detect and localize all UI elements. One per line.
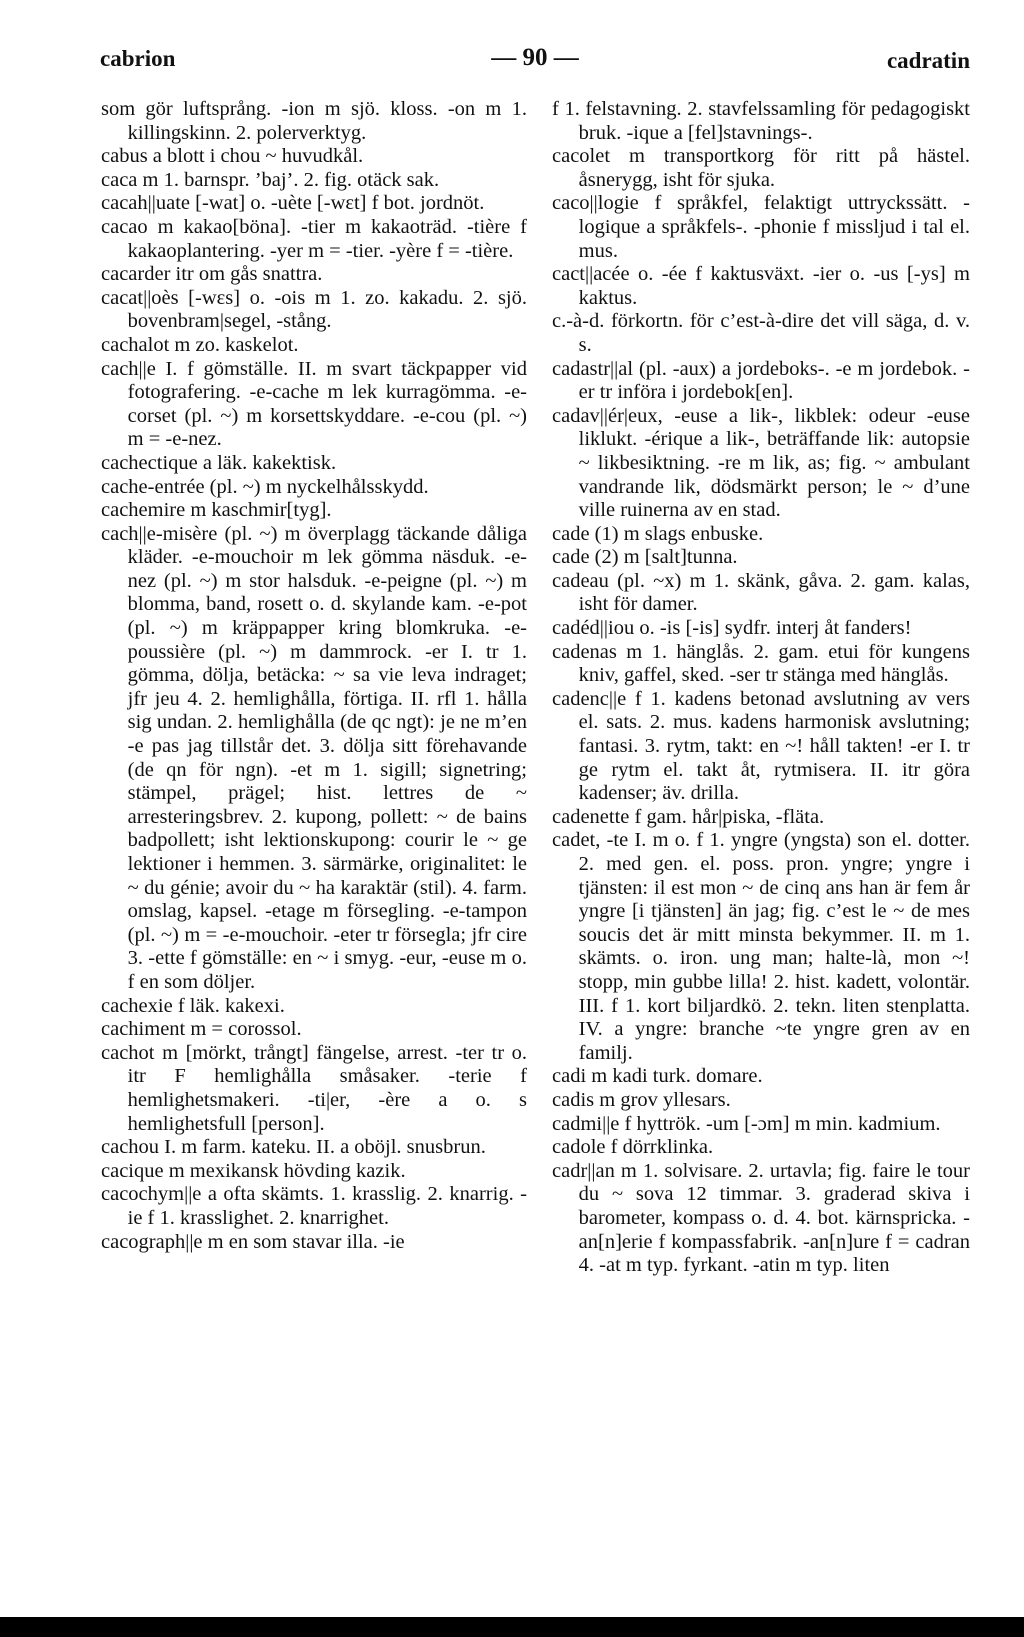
dictionary-entry: cadmi||e f hyttrök. -um [-ɔm] m min. kadmium. xyxy=(552,1112,941,1135)
dictionary-entry: cadenc||e f 1. kadens betonad avslutning av vers el. sats. 2. mus. kadens harmonisk avslutning; fantasi. 3. rytm, takt: en ~! håll takten! -er I. tr ge rytm el. takt åt, rytmisera. II. itr göra kadenser; äv. drilla. xyxy=(552,687,970,805)
dictionary-entry: som gör luftsprång. -ion m sjö. kloss. -on m 1. killingskinn. 2. polerverktyg. xyxy=(101,98,527,144)
right-running-head: cadratin xyxy=(886,48,970,73)
right-column xyxy=(552,98,970,1278)
dictionary-entry: cadet, -te I. m o. f 1. yngre (yngsta) son el. dotter. 2. med gen. el. poss. pron. yngre; yngre i tjänsten: il est mon ~ de cinq ans han är fem år yngre [i tjänsten] än jag; fig. c’est le ~ de mes soucis det är mitt minsta bekymmer. II. m 1. skämts. o. iron. ung man; halte-là, mon ~! stopp, min gubbe lilla! 2. hist. kadett, volontär. III. f 1. kort biljardkö. 2. tekn. liten stenplatta. IV. a yngre: branche ~te yngre gren av en familj. xyxy=(552,829,970,1064)
dictionary-entry: cache-entrée (pl. ~) m nyckelhålsskydd. xyxy=(101,475,429,498)
dictionary-entry: c.-à-d. förkortn. för c’est-à-dire det vill säga, d. v. s. xyxy=(552,310,970,356)
dictionary-entry: cacarder itr om gås snattra. xyxy=(101,263,323,286)
dictionary-entry: cadi m kadi turk. domare. xyxy=(552,1065,763,1088)
dictionary-entry: cadéd||iou o. -is [-is] sydfr. interj åt fanders! xyxy=(552,617,912,640)
dictionary-entry: cacao m kakao[böna]. -tier m kakaoträd. -tière f kakaoplantering. -yer m = -tier. -yère f = -tière. xyxy=(101,215,527,262)
dictionary-entry: cacique m mexikansk hövding kazik. xyxy=(101,1159,406,1182)
dictionary-entry: cadav||ér|eux, -euse a lik-, likblek: odeur -euse liklukt. -érique a lik-, beträffande lik: autopsie ~ likbesiktning. -re m lik, as; fig. ~ ambulant vandrande lik, dödsmärkt person; le ~ d’une ville ruinerna av en stad. xyxy=(552,404,970,522)
dictionary-entry: cacah||uate [-wat] o. -uète [-wɛt] f bot. jordnöt. xyxy=(101,192,485,215)
scan-border xyxy=(0,1617,1024,1637)
dictionary-entry: cachectique a läk. kakektisk. xyxy=(101,451,337,474)
dictionary-entry: caco||logie f språkfel, felaktigt uttryckssätt. -logique a språkfels-. -phonie f missljud i tal el. mus. xyxy=(552,192,970,262)
dictionary-entry: cachalot m zo. kaskelot. xyxy=(101,333,299,356)
dictionary-entry: cacochym||e a ofta skämts. 1. krasslig. 2. knarrig. -ie f 1. krasslighet. 2. knarrighet. xyxy=(101,1183,527,1229)
dictionary-entry: cadenas m 1. hänglås. 2. gam. etui för kungens kniv, gaffel, sked. -ser tr stänga med hänglås. xyxy=(552,640,970,687)
dictionary-entry: cachemire m kaschmir[tyg]. xyxy=(101,499,332,522)
dictionary-entry: cadr||an m 1. solvisare. 2. urtavla; fig. faire le tour du ~ sova 12 timmar. 3. graderad skiva i barometer, kompass o. d. 4. bot. kärnspricka. -an[n]erie f kompassfabrik. -an[n]ure f = cadran 4. -at m typ. fyrkant. -atin m typ. liten xyxy=(552,1159,970,1277)
dictionary-entry: cabus a blott i chou ~ huvudkål. xyxy=(101,145,364,168)
dictionary-entry: cacat||oès [-wɛs] o. -ois m 1. zo. kakadu. 2. sjö. bovenbram|segel, -stång. xyxy=(101,286,527,333)
dictionary-entry: cadole f dörrklinka. xyxy=(552,1136,714,1159)
left-column xyxy=(101,98,527,1254)
dictionary-entry: cach||e-misère (pl. ~) m överplagg täckande dåliga kläder. -e-mouchoir m lek gömma näsduk. -e-nez (pl. ~) m stor halsduk. -e-peigne (pl. ~) m blomma, band, rosett o. d. skylande kam. -e-pot (pl. ~) m kräppapper kring blomkruka. -e-poussière (pl. ~) m dammrock. -er I. tr 1. gömma, dölja, betäcka: ~ sa vie leva indraget; jfr jeu 4. 2. hemlighålla, förtiga. II. rfl 1. hålla sig undan. 2. hemlighålla (de qc ngt): je ne m’en -e pas jag tillstår det. 3. dölja sitt förehavande (de qn för ngn). -et m 1. sigill; signetring; stämpel, prägel; hist. lettres de ~ arresteringsbrev. 2. kupong, pollett: ~ de bains badpollett; isht lektionskupong: courir le ~ ge lektioner i hemmen. 3. särmärke, originalitet: le ~ du génie; avoir du ~ ha karaktär (stil). 4. farm. omslag, kapsel. -etage m försegling. -e-tampon (pl. ~) m = -e-mouchoir. -eter tr försegla; jfr cire 3. -ette f gömställe: en ~ i smyg. -eur, -euse m o. f en som döljer. xyxy=(101,522,527,993)
dictionary-entry: cact||acée o. -ée f kaktusväxt. -ier o. -us [-ys] m kaktus. xyxy=(552,263,970,309)
dictionary-entry: cacograph||e m en som stavar illa. -ie xyxy=(101,1230,405,1253)
dictionary-entry: cachiment m = corossol. xyxy=(101,1018,302,1041)
dictionary-entry: cachot m [mörkt, trångt] fängelse, arrest. -ter tr o. itr F hemlighålla småsaker. -terie f hemlighetsmakeri. -ti|er, -ère a o. s hemlighetsfull [person]. xyxy=(101,1041,527,1135)
dictionary-entry: cadeau (pl. ~x) m 1. skänk, gåva. 2. gam. kalas, isht för damer. xyxy=(552,569,970,616)
page-header xyxy=(100,40,970,80)
dictionary-entry: cade (2) m [salt]tunna. xyxy=(552,546,738,569)
dictionary-entry: cade (1) m slags enbuske. xyxy=(552,522,764,545)
dictionary-entry: cachexie f läk. kakexi. xyxy=(101,994,285,1017)
page-number: — 90 — xyxy=(491,44,579,71)
dictionary-entry: caca m 1. barnspr. ’baj’. 2. fig. otäck sak. xyxy=(101,168,440,191)
dictionary-entry: cach||e I. f gömställe. II. m svart täckpapper vid fotografering. -e-cache m lek kurragömma. -e-corset (pl. ~) m korsettskyddare. -e-cou (pl. ~) m = -e-nez. xyxy=(101,357,527,451)
dictionary-entry: cacolet m transportkorg för ritt på hästel. åsnerygg, isht för sjuka. xyxy=(552,145,970,191)
dictionary-entry: cadis m grov yllesars. xyxy=(552,1088,731,1111)
dictionary-entry: cadastr||al (pl. -aux) a jordeboks-. -e m jordebok. -er tr införa i jordebok[en]. xyxy=(552,357,970,404)
dictionary-entry: f 1. felstavning. 2. stavfelssamling för pedagogiskt bruk. -ique a [fel]stavnings-. xyxy=(552,98,970,144)
dictionary-entry: cachou I. m farm. kateku. II. a oböjl. snusbrun. xyxy=(101,1136,486,1159)
dictionary-entry: cadenette f gam. hår|piska, -fläta. xyxy=(552,805,825,828)
left-running-head: cabrion xyxy=(100,46,176,71)
